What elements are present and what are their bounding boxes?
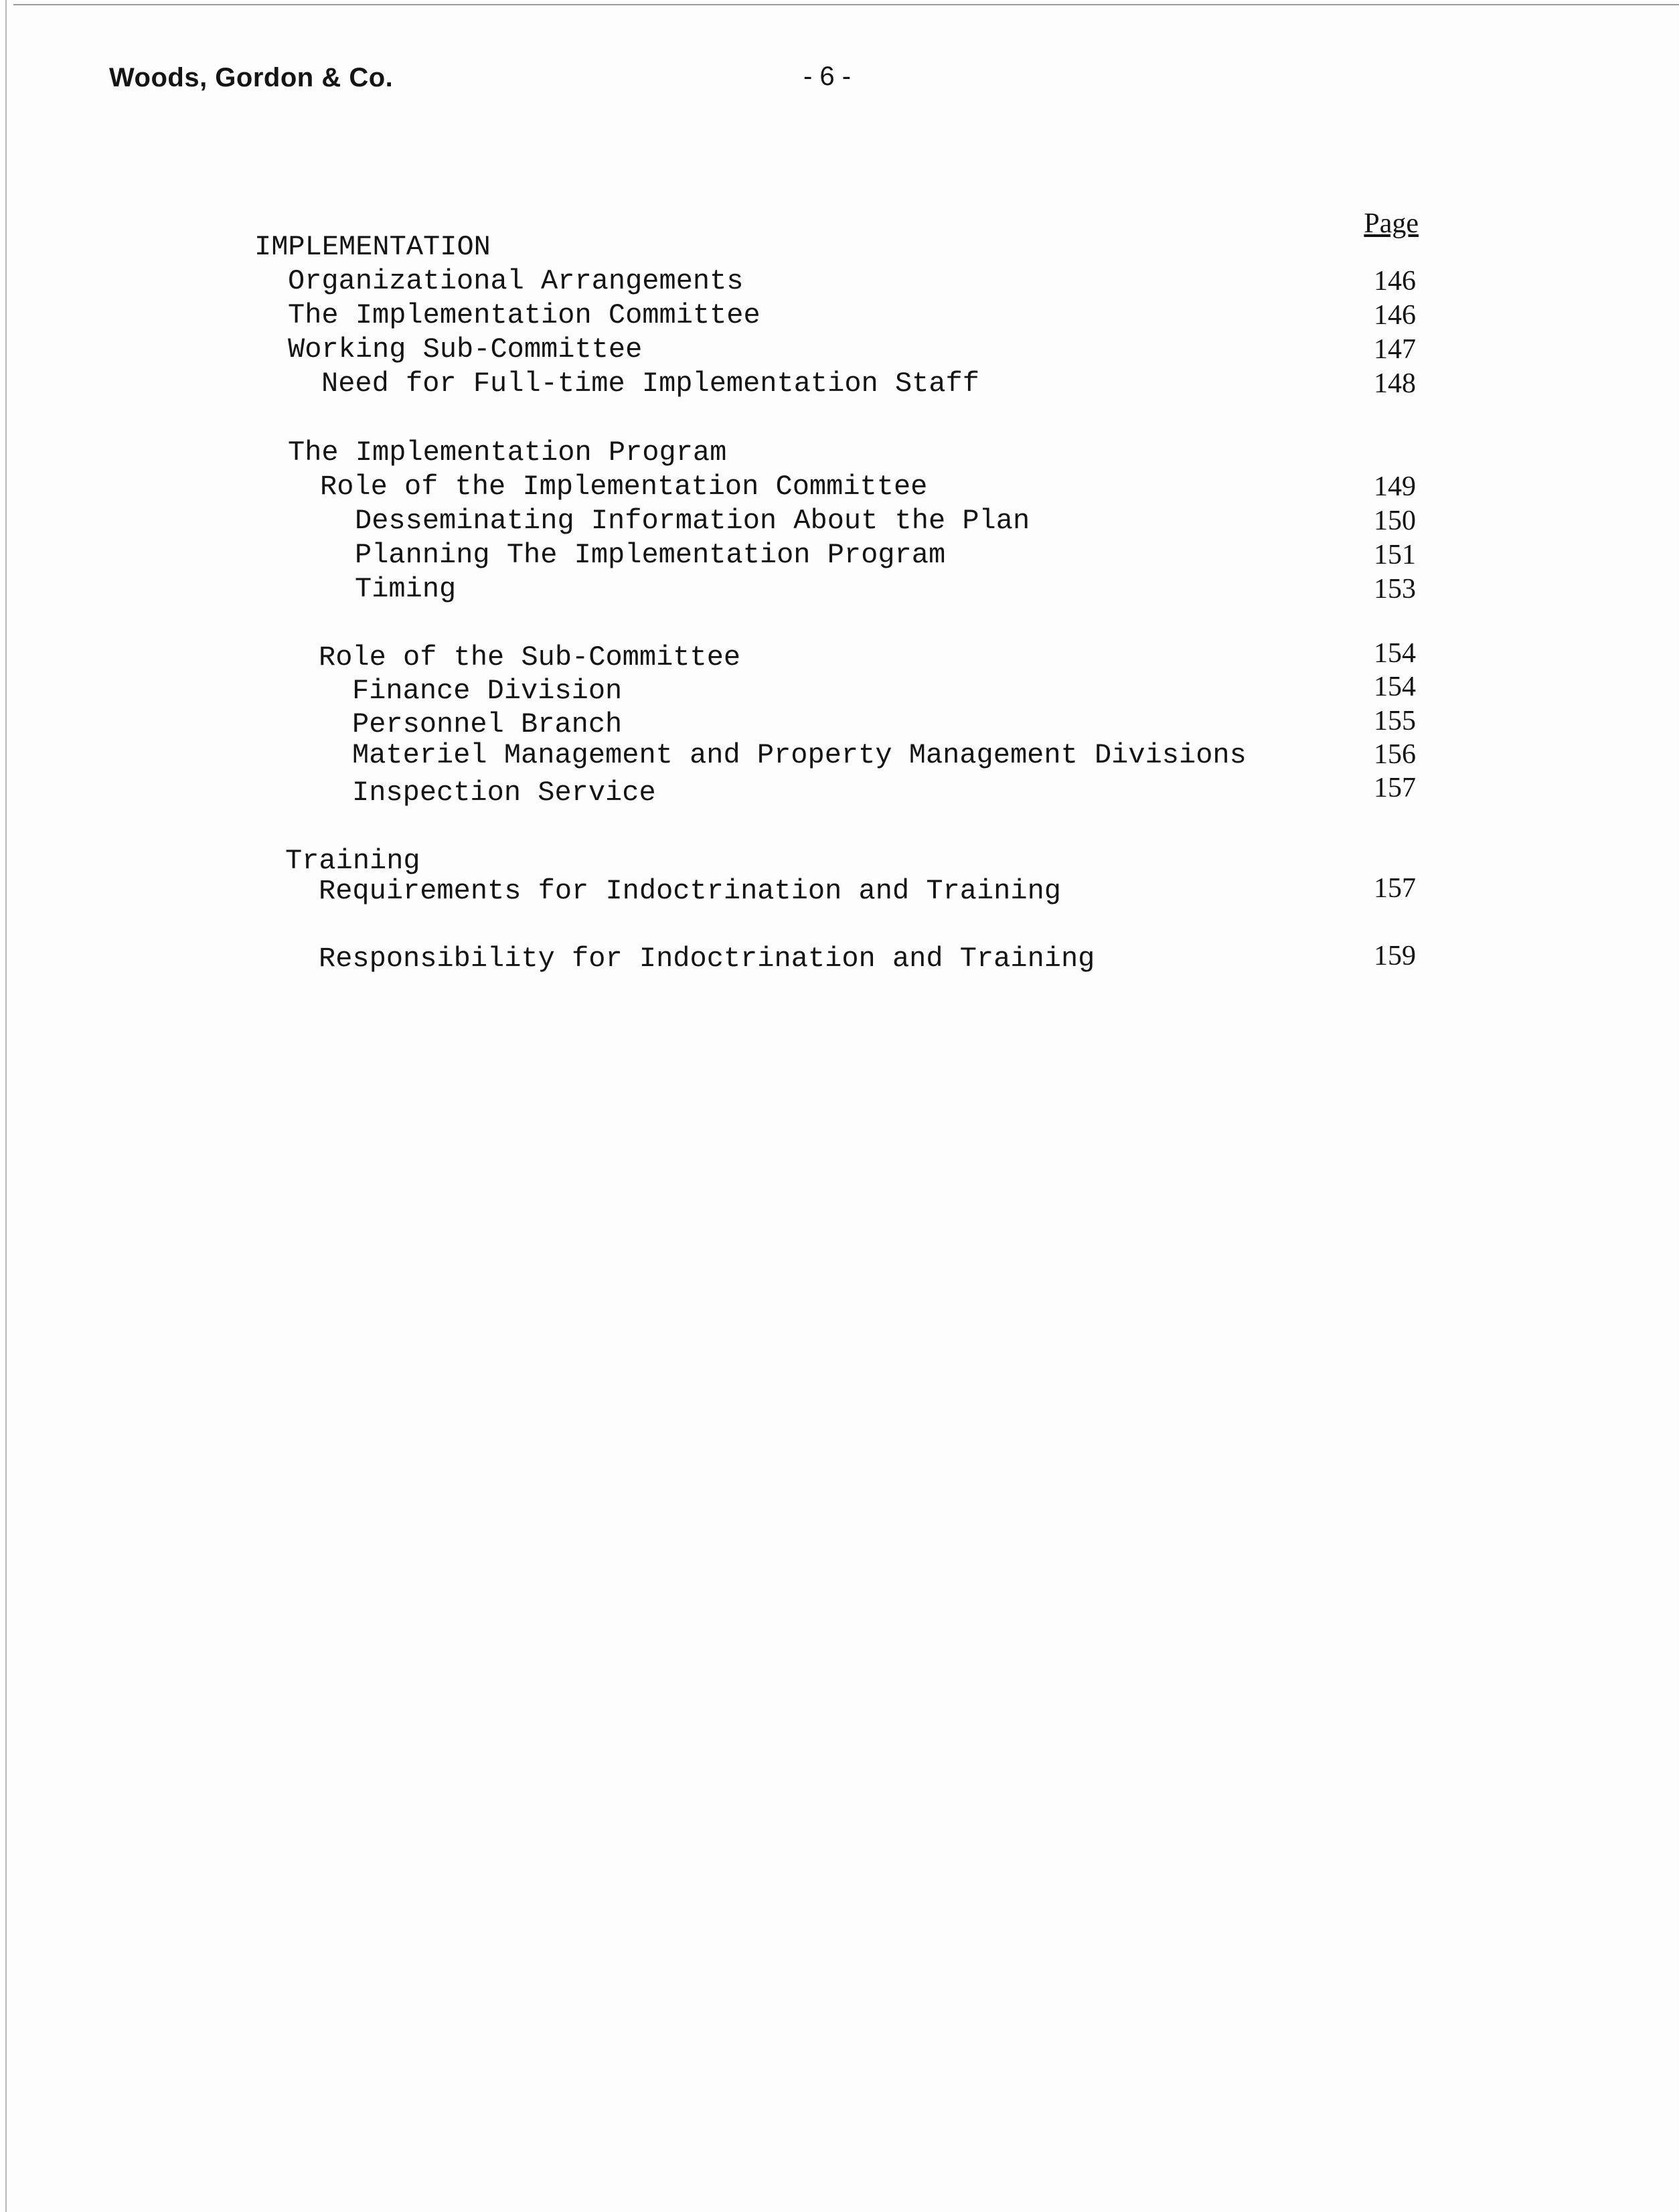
toc-entry-text: Planning The Implementation Program <box>355 539 946 571</box>
page-column-heading: Page <box>1364 208 1419 239</box>
toc-entry-page: 148 <box>1374 368 1416 399</box>
scan-top-edge <box>13 4 1679 5</box>
firm-name: Woods, Gordon & Co. <box>109 63 394 92</box>
toc-entry-text: Working Sub-Committee <box>288 333 643 366</box>
toc-entry-page: 155 <box>1374 706 1416 736</box>
toc-entry-page: 154 <box>1374 672 1416 702</box>
toc-entry-page: 146 <box>1374 300 1416 331</box>
toc-entry-page: 157 <box>1374 873 1416 904</box>
toc-entry-text: Materiel Management and Property Management Divisions <box>352 739 1247 771</box>
toc-entry-text: Responsibility for Indoctrination and Training <box>319 943 1095 975</box>
toc-entry-text: Organizational Arrangements <box>288 265 744 297</box>
toc-entry-text: Personnel Branch <box>352 708 623 740</box>
toc-entry-text: Desseminating Information About the Plan <box>355 505 1030 537</box>
toc-entry-text: Timing <box>355 573 457 605</box>
toc-entry-text: Finance Division <box>352 675 623 707</box>
toc-entry-page: 147 <box>1374 334 1416 365</box>
toc-entry-page: 151 <box>1374 540 1416 570</box>
toc-entry-text: The Implementation Committee <box>288 299 761 331</box>
toc-entry-text: Need for Full-time Implementation Staff <box>321 368 979 400</box>
toc-entry-page: 149 <box>1374 471 1416 502</box>
toc-entry-page: 157 <box>1374 773 1416 803</box>
toc-entry-text: Inspection Service <box>352 777 656 809</box>
scan-left-edge <box>5 0 7 2212</box>
toc-entry-page: 159 <box>1374 941 1416 971</box>
toc-entry-page: 154 <box>1374 638 1416 669</box>
toc-section-heading: IMPLEMENTATION <box>254 231 491 263</box>
toc-entry-page: 150 <box>1374 505 1416 536</box>
toc-entry-page: 146 <box>1374 266 1416 297</box>
toc-entry-text: Requirements for Indoctrination and Training <box>319 875 1061 907</box>
toc-entry-text: Role of the Sub-Committee <box>319 641 741 674</box>
toc-subsection-heading: The Implementation Program <box>288 437 727 469</box>
toc-subsection-heading: Training <box>285 845 420 877</box>
page-number: - 6 - <box>803 62 852 91</box>
toc-entry-page: 156 <box>1374 739 1416 770</box>
toc-entry-text: Role of the Implementation Committee <box>320 471 928 503</box>
toc-entry-page: 153 <box>1374 574 1416 605</box>
